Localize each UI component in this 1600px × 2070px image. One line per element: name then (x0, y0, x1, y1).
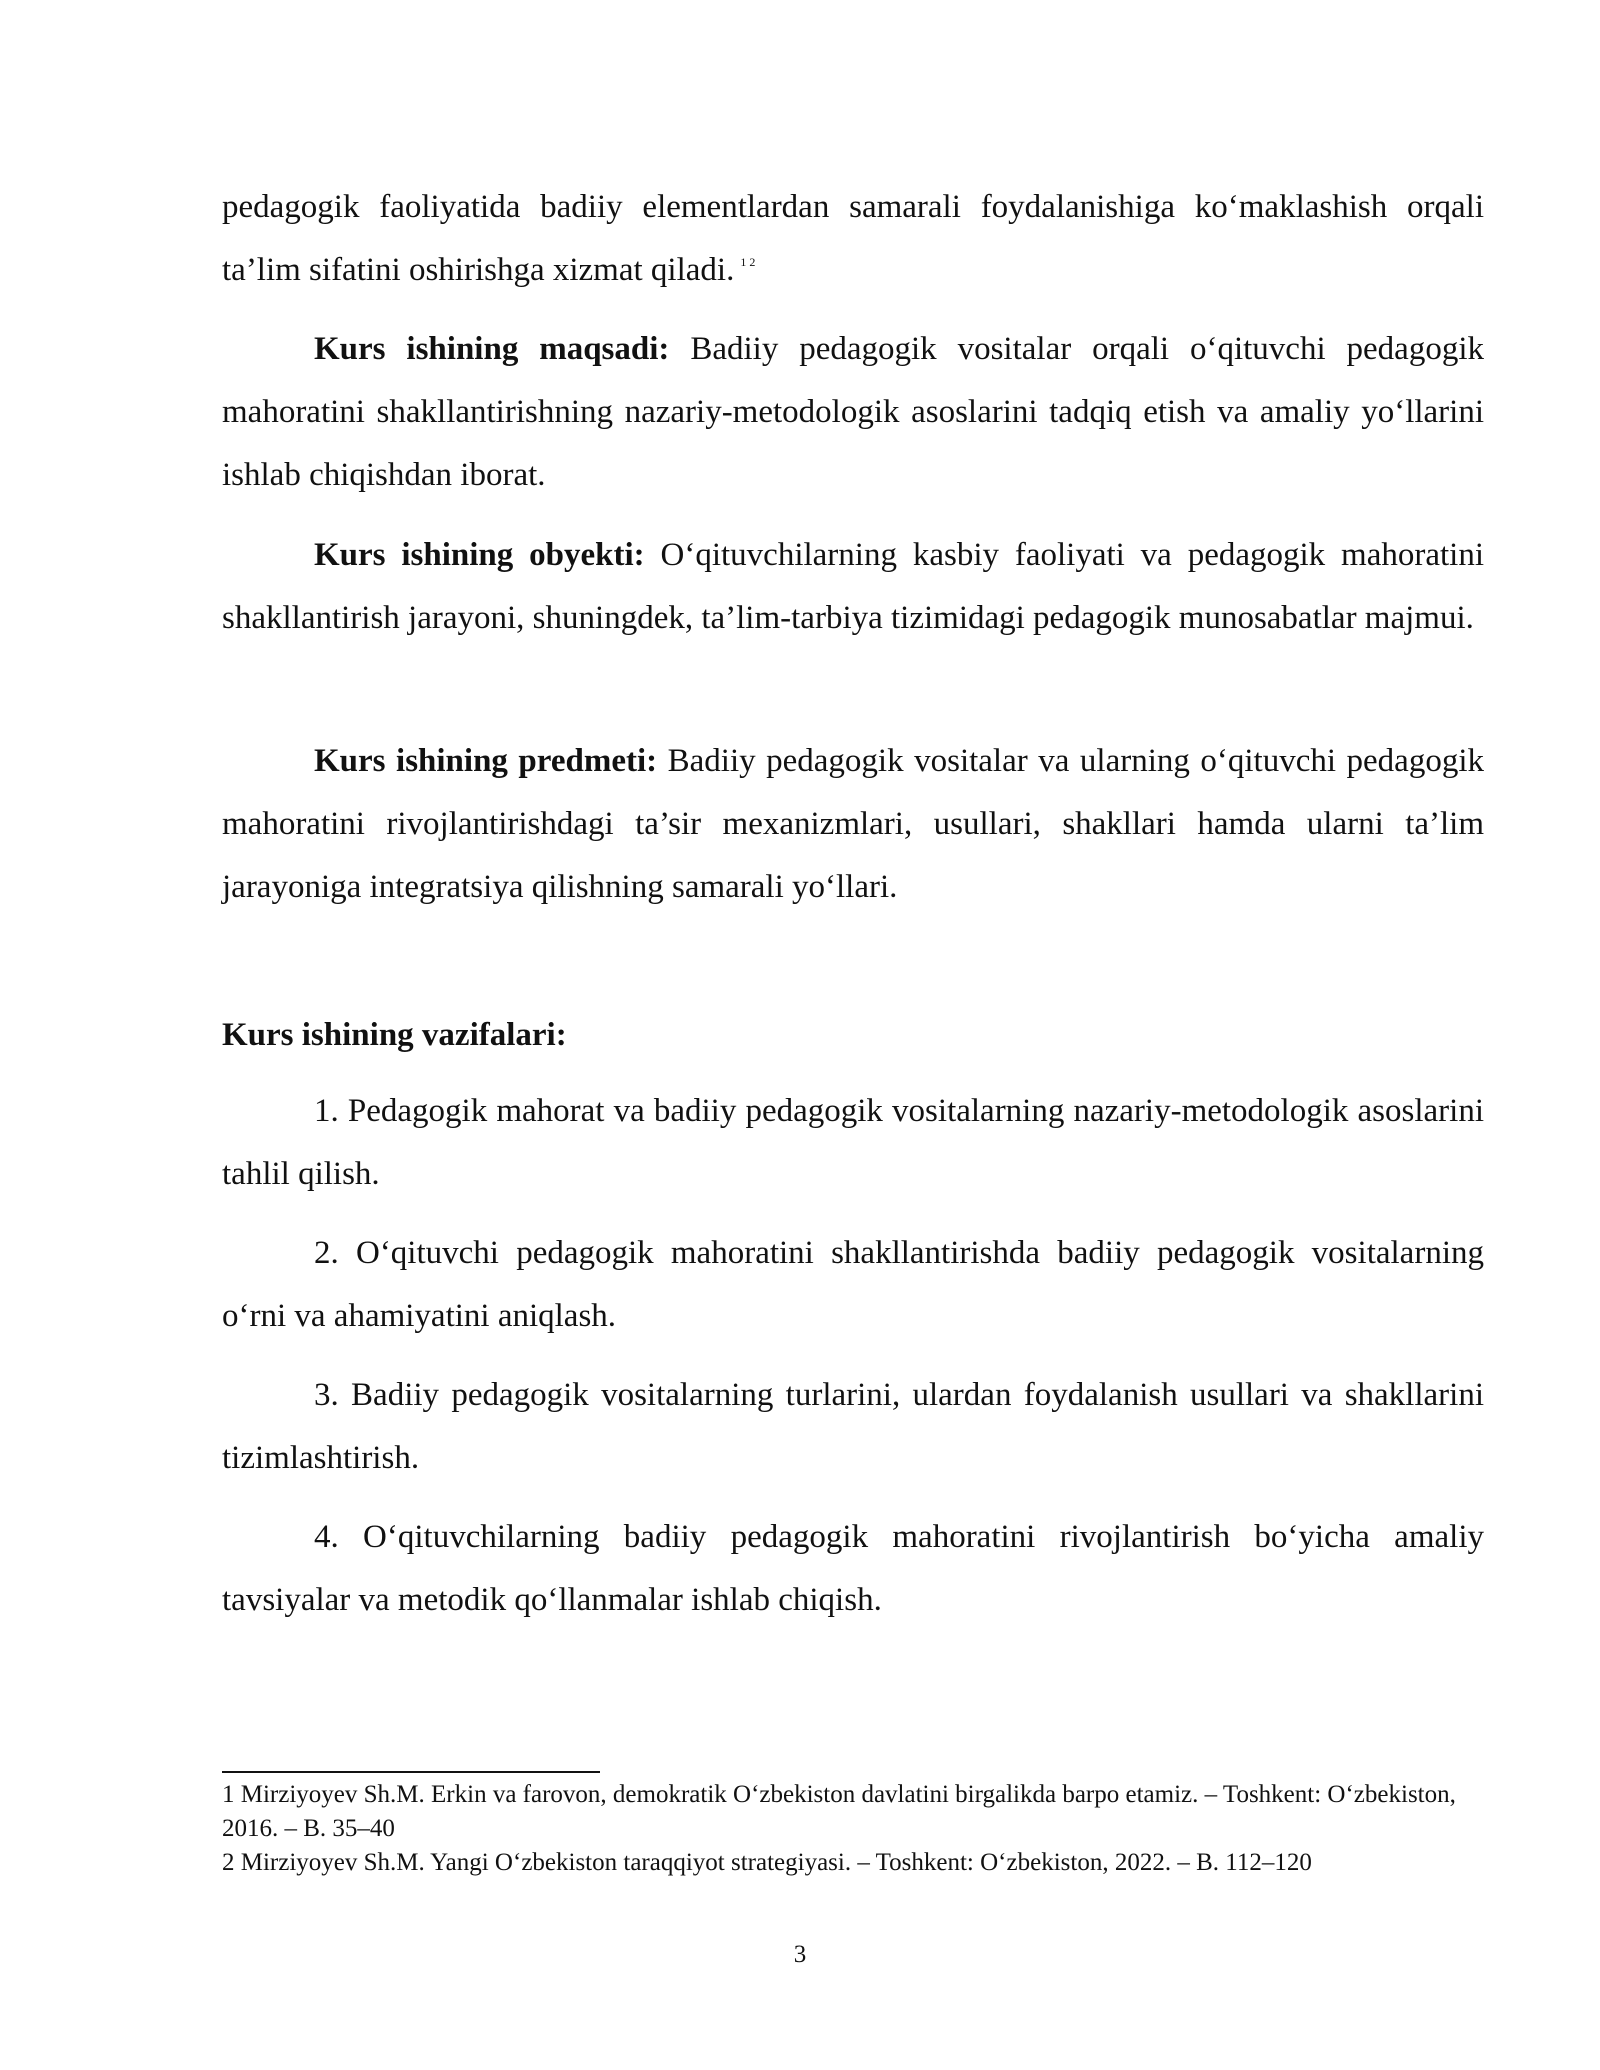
maqsad-text: Badiiy pedagogik vositalar orqali o‘qituvchi pedagogik mahoratini shakllantirishning nazariy-metodologik asoslarini tadqiq etish va amaliy yo‘llarini ishlab chiqishdan iborat. (222, 331, 1484, 493)
vazifa-item: 4. O‘qituvchilarning badiiy pedagogik mahoratini rivojlantirish bo‘yicha amaliy tavsiyalar va metodik qo‘llanmalar ishlab chiqish. (222, 1519, 1484, 1618)
predmet-paragraph (222, 730, 1484, 919)
footnotes (222, 1778, 1484, 1880)
footnote-1: 1 Mirziyoyev Sh.M. Erkin va farovon, demokratik O‘zbekiston davlatini birgalikda barpo etamiz. – Toshkent: O‘zbekiston, 2016. – B. 35–40 (222, 1781, 1456, 1842)
obyekt-block (222, 524, 1484, 650)
vazifalar-heading: Kurs ishining vazifalari: (222, 1017, 567, 1053)
footnote-separator (222, 1771, 600, 1773)
footnote-references: 1 2 (740, 255, 756, 269)
vazifa-item-4-block (222, 1506, 1484, 1632)
vazifa-item: 3. Badiiy pedagogik vositalarning turlarini, ulardan foydalanish usullari va shakllarini tizimlashtirish. (222, 1377, 1484, 1476)
obyekt-text: O‘qituvchilarning kasbiy faoliyati va pedagogik mahoratini shakllantirish jarayoni, shuningdek, ta’lim-tarbiya tizimidagi pedagogik munosabatlar majmui. (222, 537, 1484, 636)
predmet-block (222, 730, 1484, 919)
intro-paragraph (222, 176, 1484, 302)
page-number: 3 (793, 1941, 807, 1968)
maqsad-block (222, 318, 1484, 507)
footnote-2: 2 Mirziyoyev Sh.M. Yangi O‘zbekiston taraqqiyot strategiyasi. – Toshkent: O‘zbekiston, 2022. – B. 112–120 (222, 1849, 1312, 1876)
vazifa-item-2-block (222, 1222, 1484, 1348)
obyekt-paragraph (222, 524, 1484, 650)
vazifa-item: 1. Pedagogik mahorat va badiiy pedagogik vositalarning nazariy-metodologik asoslarini tahlil qilish. (222, 1093, 1484, 1192)
intro-block (222, 176, 1484, 302)
vazifa-item-1-block (222, 1080, 1484, 1206)
vazifa-item-3-block (222, 1364, 1484, 1490)
maqsad-paragraph (222, 318, 1484, 507)
predmet-text: Badiiy pedagogik vositalar va ularning o‘qituvchi pedagogik mahoratini rivojlantirishdagi ta’sir mexanizmlari, usullari, shakllari hamda ularni ta’lim jarayoniga integratsiya qilishning samarali yo‘llari. (222, 743, 1484, 905)
obyekt-label: Kurs ishining obyekti: (314, 537, 645, 573)
intro-text: pedagogik faoliyatida badiiy elementlardan samarali foydalanishiga ko‘maklashish orqali ta’lim sifatini oshirishga xizmat qiladi. (222, 189, 1484, 288)
vazifa-item: 2. O‘qituvchi pedagogik mahoratini shakllantirishda badiiy pedagogik vositalarning o‘rni va ahamiyatini aniqlash. (222, 1235, 1484, 1334)
predmet-label: Kurs ishining predmeti: (314, 743, 658, 779)
maqsad-label: Kurs ishining maqsadi: (314, 331, 670, 367)
